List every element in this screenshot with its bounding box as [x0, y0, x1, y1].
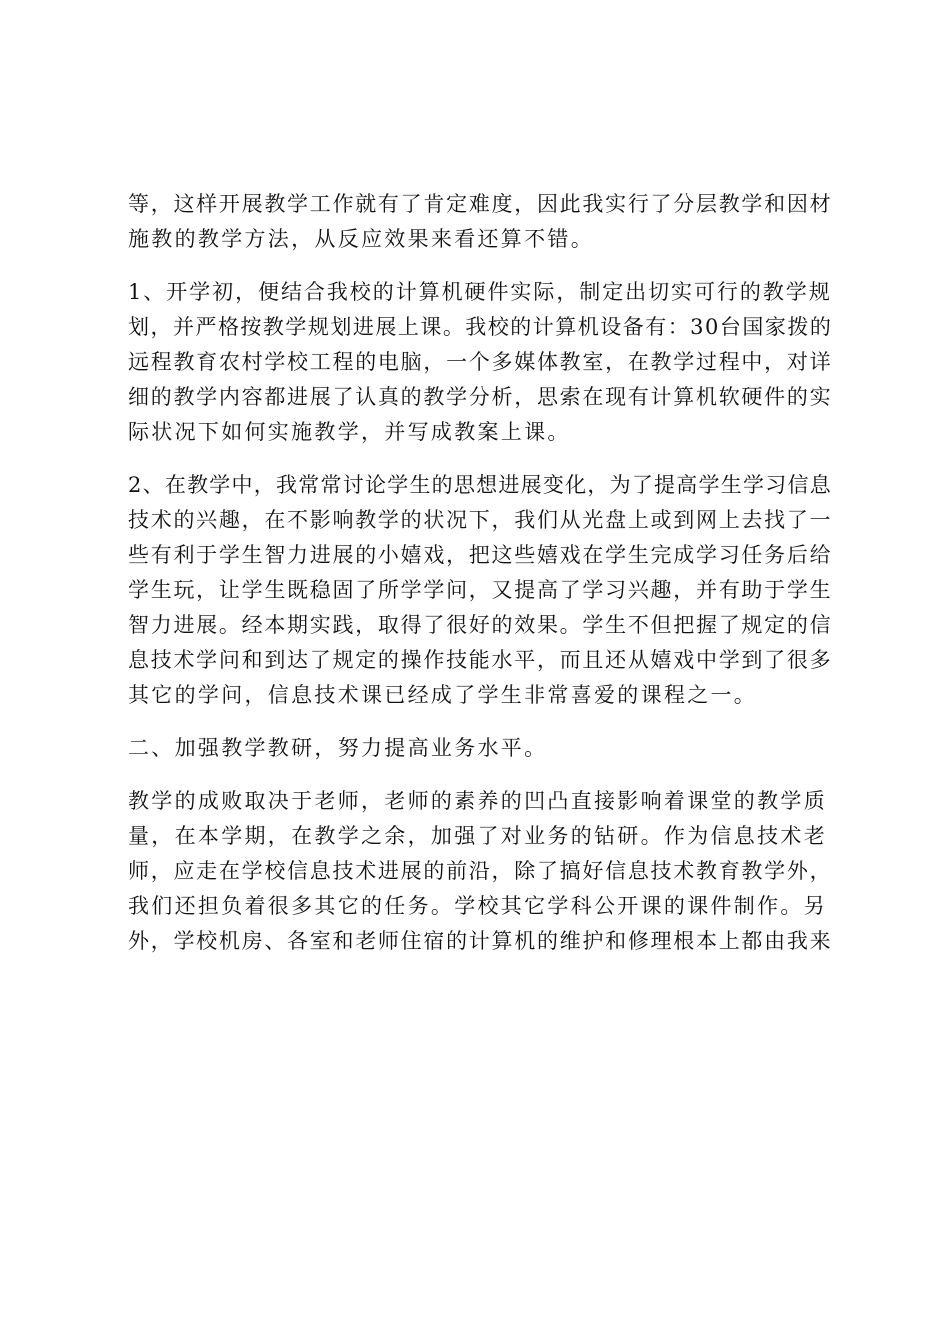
- text-line: 际状况下如何实施教学，并写成教案上课。: [128, 420, 571, 444]
- text-line: 施教的教学方法，从反应效果来看还算不错。: [128, 227, 594, 251]
- text-line: 1、开学初，便结合我校的计算机硬件实际，制定出切实可行的教学规: [128, 280, 832, 304]
- text-line: 等，这样开展教学工作就有了肯定难度，因此我实行了分层教学和因材: [128, 192, 833, 216]
- text-line: 学生玩，让学生既稳固了所学学问，又提高了学习兴趣，并有助于学生: [128, 578, 833, 602]
- paragraph-continuation: [128, 187, 832, 257]
- paragraph-item-2: [128, 468, 832, 713]
- text-line: 2、在教学中，我常常讨论学生的思想进展变化，为了提高学生学习信息: [128, 473, 832, 497]
- text-line: 远程教育农村学校工程的电脑，一个多媒体教室，在教学过程中，对详: [128, 350, 833, 374]
- text-line: 划，并严格按教学规划进展上课。我校的计算机设备有：30台国家拨的: [128, 315, 833, 339]
- text-line: 量，在本学期，在教学之余，加强了对业务的钻研。作为信息技术老: [128, 824, 827, 848]
- section-heading: [128, 731, 832, 766]
- text-line: 其它的学问，信息技术课已经成了学生非常喜爱的课程之一。: [128, 683, 758, 707]
- document-body: [128, 187, 832, 959]
- text-line: 教学的成败取决于老师，老师的素养的凹凸直接影响着课堂的教学质: [128, 789, 827, 813]
- text-line: 细的教学内容都进展了认真的教学分析，思索在现有计算机软硬件的实: [128, 385, 833, 409]
- paragraph-teaching-research: [128, 784, 832, 959]
- text-line: 智力进展。经本期实践，取得了很好的效果。学生不但把握了规定的信: [128, 613, 833, 637]
- text-line: 些有利于学生智力进展的小嬉戏，把这些嬉戏在学生完成学习任务后给: [128, 543, 833, 567]
- text-line: 我们还担负着很多其它的任务。学校其它学科公开课的课件制作。另: [128, 894, 827, 918]
- heading-line: 二、加强教学教研，努力提高业务水平。: [128, 736, 548, 760]
- text-line: 师，应走在学校信息技术进展的前沿，除了搞好信息技术教育教学外，: [128, 859, 833, 883]
- text-line: 息技术学问和到达了规定的操作技能水平，而且还从嬉戏中学到了很多: [128, 648, 833, 672]
- text-line: 技术的兴趣，在不影响教学的状况下，我们从光盘上或到网上去找了一: [128, 508, 833, 532]
- text-line: 外，学校机房、各室和老师住宿的计算机的维护和修理根本上都由我来: [128, 929, 833, 953]
- paragraph-item-1: [128, 275, 832, 450]
